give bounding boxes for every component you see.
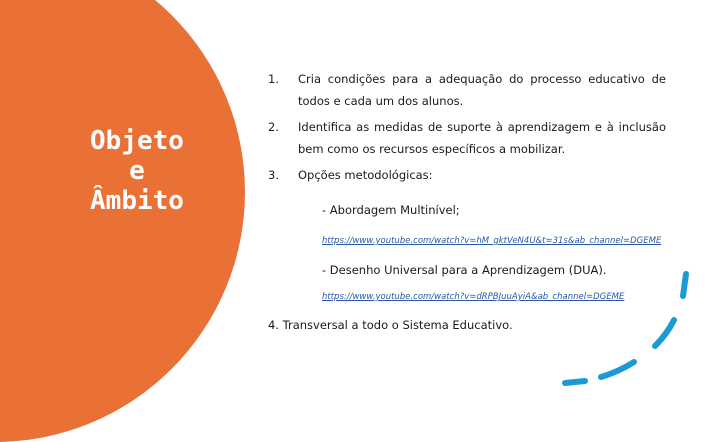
arc-dash [655,320,674,346]
list-item-number: 1. [268,72,279,86]
sub-item-link[interactable]: https://www.youtube.com/watch?v=dRPBJuuAyiA&ab_channel=DGEME [322,292,625,302]
list-item-4: 4. Transversal a todo o Sistema Educativo. [268,318,513,332]
title-line-2: e [129,156,145,186]
list-item-number: 3. [268,168,279,182]
arc-dash [683,274,686,296]
list-item-text: Cria condições para a adequação do processo educativo de todos e cada um dos alunos. [298,72,666,108]
sub-item-link[interactable]: https://www.youtube.com/watch?v=hM_gktVeN4U&t=31s&ab_channel=DGEME [322,236,662,246]
arc-dash [565,381,585,383]
sub-item-label: - Desenho Universal para a Aprendizagem (DUA). [322,263,607,277]
title-line-3: Âmbito [90,186,184,216]
title-line-1: Objeto [90,126,184,156]
list-item-number: 2. [268,120,279,134]
sub-item-label: - Abordagem Multinível; [322,203,460,217]
list-item-text: Opções metodológicas: [298,168,433,182]
list-item-text: Identifica as medidas de suporte à aprendizagem e à inclusão bem como os recursos específicos a mobilizar. [298,120,666,156]
arc-dash [601,362,634,377]
